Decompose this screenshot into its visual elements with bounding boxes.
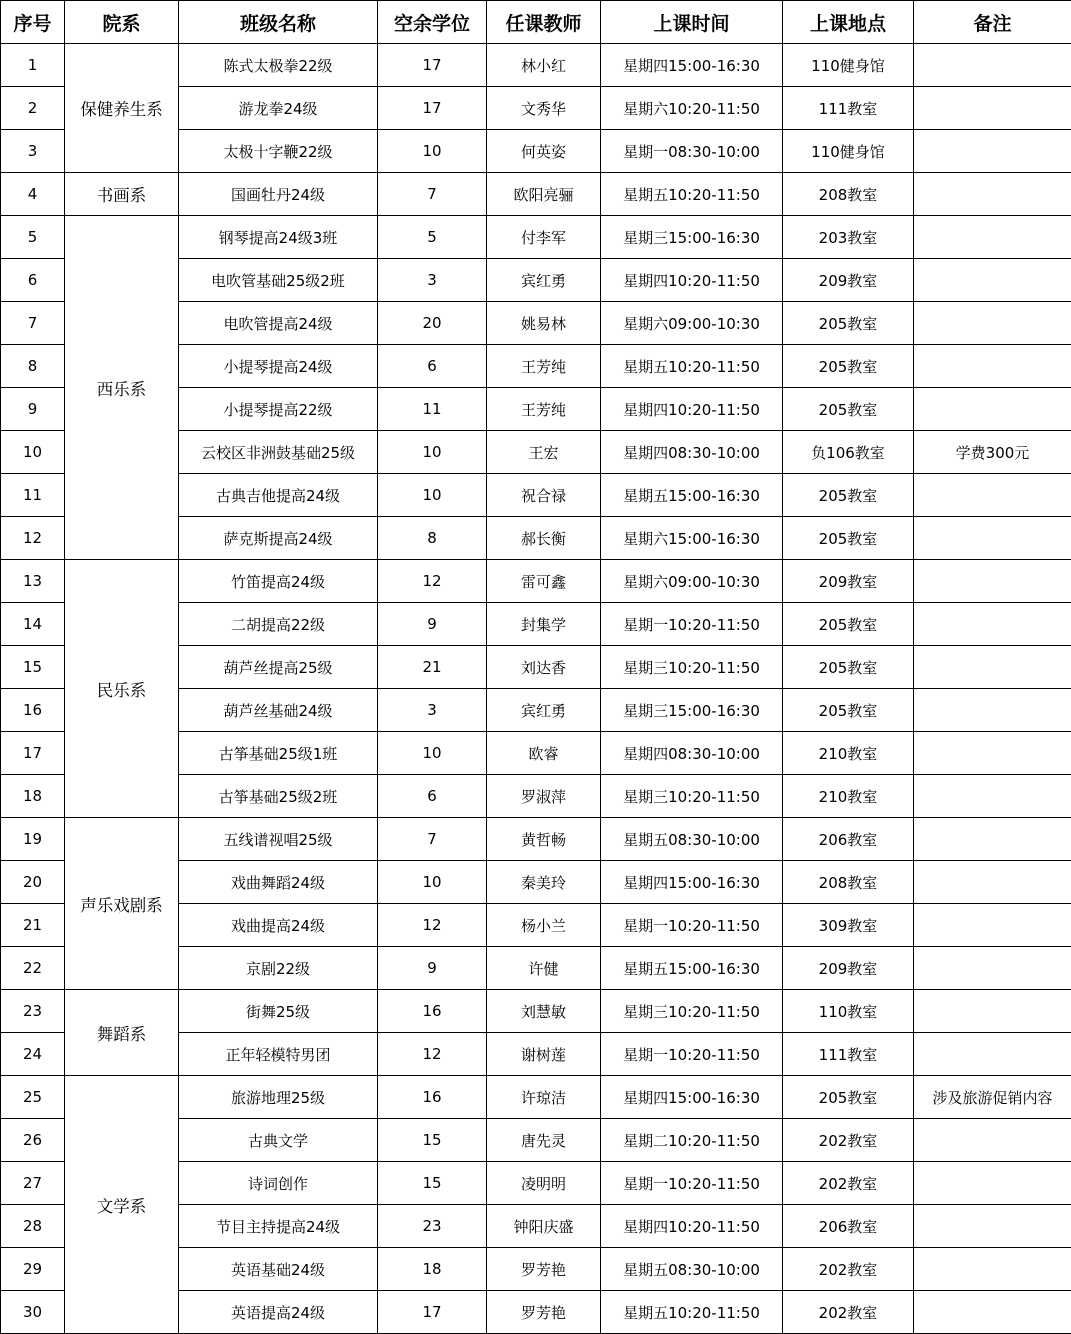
remarks-cell — [914, 689, 1071, 732]
department-cell: 书画系 — [65, 173, 179, 216]
class-name-cell: 游龙拳24级 — [179, 87, 378, 130]
location-cell: 111教室 — [783, 87, 914, 130]
class-name-cell: 英语提高24级 — [179, 1291, 378, 1334]
location-cell: 202教室 — [783, 1162, 914, 1205]
teacher-cell: 刘慧敏 — [487, 990, 601, 1033]
remarks-cell — [914, 216, 1071, 259]
location-cell: 202教室 — [783, 1119, 914, 1162]
class-time-cell: 星期六09:00-10:30 — [601, 560, 783, 603]
vacant-seats-cell: 9 — [378, 603, 487, 646]
serial-cell: 18 — [1, 775, 65, 818]
class-time-cell: 星期一10:20-11:50 — [601, 904, 783, 947]
class-time-cell: 星期四08:30-10:00 — [601, 431, 783, 474]
header-remarks: 备注 — [914, 1, 1071, 44]
class-name-cell: 古筝基础25级1班 — [179, 732, 378, 775]
remarks-cell — [914, 904, 1071, 947]
vacant-seats-cell: 15 — [378, 1119, 487, 1162]
teacher-cell: 何英姿 — [487, 130, 601, 173]
table-body — [1, 44, 1071, 1334]
header-department: 院系 — [65, 1, 179, 44]
remarks-cell — [914, 474, 1071, 517]
vacant-seats-cell: 16 — [378, 1076, 487, 1119]
class-time-cell: 星期四08:30-10:00 — [601, 732, 783, 775]
teacher-cell: 封集学 — [487, 603, 601, 646]
teacher-cell: 文秀华 — [487, 87, 601, 130]
remarks-cell — [914, 1291, 1071, 1334]
vacant-seats-cell: 6 — [378, 345, 487, 388]
vacant-seats-cell: 10 — [378, 861, 487, 904]
class-name-cell: 戏曲舞蹈24级 — [179, 861, 378, 904]
serial-cell: 8 — [1, 345, 65, 388]
class-name-cell: 萨克斯提高24级 — [179, 517, 378, 560]
serial-cell: 27 — [1, 1162, 65, 1205]
department-cell: 西乐系 — [65, 216, 179, 560]
class-time-cell: 星期四15:00-16:30 — [601, 1076, 783, 1119]
vacant-seats-cell: 18 — [378, 1248, 487, 1291]
teacher-cell: 谢树莲 — [487, 1033, 601, 1076]
class-time-cell: 星期五15:00-16:30 — [601, 947, 783, 990]
serial-cell: 15 — [1, 646, 65, 689]
vacant-seats-cell: 12 — [378, 904, 487, 947]
vacant-seats-cell: 3 — [378, 259, 487, 302]
table-row — [1, 44, 1071, 87]
location-cell: 209教室 — [783, 560, 914, 603]
class-name-cell: 京剧22级 — [179, 947, 378, 990]
remarks-cell — [914, 861, 1071, 904]
class-name-cell: 街舞25级 — [179, 990, 378, 1033]
remarks-cell — [914, 1205, 1071, 1248]
location-cell: 205教室 — [783, 1076, 914, 1119]
class-time-cell: 星期五08:30-10:00 — [601, 818, 783, 861]
remarks-cell — [914, 947, 1071, 990]
header-row — [1, 1, 1071, 44]
location-cell: 210教室 — [783, 775, 914, 818]
teacher-cell: 许健 — [487, 947, 601, 990]
serial-cell: 12 — [1, 517, 65, 560]
vacant-seats-cell: 6 — [378, 775, 487, 818]
teacher-cell: 郝长衡 — [487, 517, 601, 560]
table-row — [1, 1076, 1071, 1119]
vacant-seats-cell: 10 — [378, 431, 487, 474]
class-name-cell: 太极十字鞭22级 — [179, 130, 378, 173]
serial-cell: 7 — [1, 302, 65, 345]
remarks-cell — [914, 259, 1071, 302]
location-cell: 208教室 — [783, 861, 914, 904]
class-name-cell: 英语基础24级 — [179, 1248, 378, 1291]
remarks-cell — [914, 517, 1071, 560]
vacant-seats-cell: 16 — [378, 990, 487, 1033]
teacher-cell: 罗淑萍 — [487, 775, 601, 818]
location-cell: 309教室 — [783, 904, 914, 947]
department-cell: 声乐戏剧系 — [65, 818, 179, 990]
class-time-cell: 星期一08:30-10:00 — [601, 130, 783, 173]
vacant-seats-cell: 11 — [378, 388, 487, 431]
remarks-cell — [914, 646, 1071, 689]
class-name-cell: 古典文学 — [179, 1119, 378, 1162]
header-serial: 序号 — [1, 1, 65, 44]
remarks-cell: 涉及旅游促销内容 — [914, 1076, 1071, 1119]
remarks-cell — [914, 87, 1071, 130]
vacant-seats-cell: 7 — [378, 173, 487, 216]
class-name-cell: 葫芦丝提高25级 — [179, 646, 378, 689]
class-name-cell: 小提琴提高22级 — [179, 388, 378, 431]
class-time-cell: 星期一10:20-11:50 — [601, 1033, 783, 1076]
location-cell: 210教室 — [783, 732, 914, 775]
class-name-cell: 国画牡丹24级 — [179, 173, 378, 216]
serial-cell: 14 — [1, 603, 65, 646]
vacant-seats-cell: 17 — [378, 87, 487, 130]
class-name-cell: 陈式太极拳22级 — [179, 44, 378, 87]
teacher-cell: 王芳纯 — [487, 345, 601, 388]
vacant-seats-cell: 3 — [378, 689, 487, 732]
department-cell: 保健养生系 — [65, 44, 179, 173]
serial-cell: 22 — [1, 947, 65, 990]
remarks-cell — [914, 44, 1071, 87]
header-class-time: 上课时间 — [601, 1, 783, 44]
class-name-cell: 古典吉他提高24级 — [179, 474, 378, 517]
class-time-cell: 星期三10:20-11:50 — [601, 990, 783, 1033]
vacant-seats-cell: 12 — [378, 1033, 487, 1076]
remarks-cell — [914, 818, 1071, 861]
class-time-cell: 星期六09:00-10:30 — [601, 302, 783, 345]
location-cell: 209教室 — [783, 947, 914, 990]
table-row — [1, 173, 1071, 216]
table-row — [1, 560, 1071, 603]
remarks-cell — [914, 388, 1071, 431]
class-time-cell: 星期一10:20-11:50 — [601, 603, 783, 646]
teacher-cell: 许琼洁 — [487, 1076, 601, 1119]
serial-cell: 2 — [1, 87, 65, 130]
teacher-cell: 王芳纯 — [487, 388, 601, 431]
location-cell: 110健身馆 — [783, 130, 914, 173]
teacher-cell: 王宏 — [487, 431, 601, 474]
remarks-cell — [914, 560, 1071, 603]
class-time-cell: 星期三10:20-11:50 — [601, 775, 783, 818]
teacher-cell: 付李军 — [487, 216, 601, 259]
serial-cell: 1 — [1, 44, 65, 87]
location-cell: 205教室 — [783, 302, 914, 345]
teacher-cell: 姚易林 — [487, 302, 601, 345]
class-name-cell: 五线谱视唱25级 — [179, 818, 378, 861]
header-class-name: 班级名称 — [179, 1, 378, 44]
class-name-cell: 节目主持提高24级 — [179, 1205, 378, 1248]
teacher-cell: 罗芳艳 — [487, 1248, 601, 1291]
class-name-cell: 钢琴提高24级3班 — [179, 216, 378, 259]
serial-cell: 28 — [1, 1205, 65, 1248]
class-name-cell: 古筝基础25级2班 — [179, 775, 378, 818]
teacher-cell: 刘达香 — [487, 646, 601, 689]
vacant-seats-cell: 23 — [378, 1205, 487, 1248]
location-cell: 209教室 — [783, 259, 914, 302]
class-name-cell: 诗词创作 — [179, 1162, 378, 1205]
location-cell: 110教室 — [783, 990, 914, 1033]
table-row — [1, 818, 1071, 861]
location-cell: 205教室 — [783, 345, 914, 388]
class-time-cell: 星期三10:20-11:50 — [601, 646, 783, 689]
serial-cell: 25 — [1, 1076, 65, 1119]
vacant-seats-cell: 7 — [378, 818, 487, 861]
class-time-cell: 星期一10:20-11:50 — [601, 1162, 783, 1205]
remarks-cell — [914, 130, 1071, 173]
teacher-cell: 杨小兰 — [487, 904, 601, 947]
remarks-cell — [914, 732, 1071, 775]
class-time-cell: 星期五10:20-11:50 — [601, 345, 783, 388]
class-name-cell: 电吹管提高24级 — [179, 302, 378, 345]
serial-cell: 21 — [1, 904, 65, 947]
header-vacant-seats: 空余学位 — [378, 1, 487, 44]
class-name-cell: 二胡提高22级 — [179, 603, 378, 646]
serial-cell: 29 — [1, 1248, 65, 1291]
table-row — [1, 990, 1071, 1033]
class-name-cell: 云校区非洲鼓基础25级 — [179, 431, 378, 474]
remarks-cell — [914, 345, 1071, 388]
location-cell: 206教室 — [783, 818, 914, 861]
vacant-seats-cell: 17 — [378, 1291, 487, 1334]
remarks-cell — [914, 302, 1071, 345]
teacher-cell: 宾红勇 — [487, 689, 601, 732]
department-cell: 舞蹈系 — [65, 990, 179, 1076]
serial-cell: 10 — [1, 431, 65, 474]
serial-cell: 16 — [1, 689, 65, 732]
teacher-cell: 欧阳亮骊 — [487, 173, 601, 216]
teacher-cell: 黄哲畅 — [487, 818, 601, 861]
location-cell: 负106教室 — [783, 431, 914, 474]
remarks-cell — [914, 990, 1071, 1033]
class-time-cell: 星期五08:30-10:00 — [601, 1248, 783, 1291]
serial-cell: 13 — [1, 560, 65, 603]
header-location: 上课地点 — [783, 1, 914, 44]
remarks-cell — [914, 173, 1071, 216]
vacant-seats-cell: 9 — [378, 947, 487, 990]
class-time-cell: 星期二10:20-11:50 — [601, 1119, 783, 1162]
location-cell: 205教室 — [783, 388, 914, 431]
serial-cell: 3 — [1, 130, 65, 173]
remarks-cell: 学费300元 — [914, 431, 1071, 474]
remarks-cell — [914, 1033, 1071, 1076]
class-time-cell: 星期五10:20-11:50 — [601, 173, 783, 216]
serial-cell: 4 — [1, 173, 65, 216]
class-name-cell: 葫芦丝基础24级 — [179, 689, 378, 732]
serial-cell: 5 — [1, 216, 65, 259]
teacher-cell: 雷可鑫 — [487, 560, 601, 603]
teacher-cell: 秦美玲 — [487, 861, 601, 904]
header-teacher: 任课教师 — [487, 1, 601, 44]
remarks-cell — [914, 1119, 1071, 1162]
serial-cell: 17 — [1, 732, 65, 775]
vacant-seats-cell: 17 — [378, 44, 487, 87]
location-cell: 205教室 — [783, 474, 914, 517]
class-time-cell: 星期四15:00-16:30 — [601, 44, 783, 87]
class-name-cell: 旅游地理25级 — [179, 1076, 378, 1119]
class-time-cell: 星期五15:00-16:30 — [601, 474, 783, 517]
vacant-seats-cell: 20 — [378, 302, 487, 345]
remarks-cell — [914, 1248, 1071, 1291]
class-time-cell: 星期四10:20-11:50 — [601, 259, 783, 302]
teacher-cell: 唐先灵 — [487, 1119, 601, 1162]
serial-cell: 20 — [1, 861, 65, 904]
vacant-seats-cell: 5 — [378, 216, 487, 259]
remarks-cell — [914, 1162, 1071, 1205]
teacher-cell: 宾红勇 — [487, 259, 601, 302]
location-cell: 206教室 — [783, 1205, 914, 1248]
class-name-cell: 正年轻模特男团 — [179, 1033, 378, 1076]
serial-cell: 19 — [1, 818, 65, 861]
serial-cell: 26 — [1, 1119, 65, 1162]
location-cell: 203教室 — [783, 216, 914, 259]
serial-cell: 9 — [1, 388, 65, 431]
location-cell: 110健身馆 — [783, 44, 914, 87]
location-cell: 205教室 — [783, 603, 914, 646]
teacher-cell: 林小红 — [487, 44, 601, 87]
location-cell: 208教室 — [783, 173, 914, 216]
teacher-cell: 钟阳庆盛 — [487, 1205, 601, 1248]
department-cell: 文学系 — [65, 1076, 179, 1334]
location-cell: 111教室 — [783, 1033, 914, 1076]
teacher-cell: 祝合禄 — [487, 474, 601, 517]
teacher-cell: 凌明明 — [487, 1162, 601, 1205]
vacant-seats-cell: 12 — [378, 560, 487, 603]
class-time-cell: 星期五10:20-11:50 — [601, 1291, 783, 1334]
vacant-seats-cell: 15 — [378, 1162, 487, 1205]
class-time-cell: 星期三15:00-16:30 — [601, 216, 783, 259]
remarks-cell — [914, 603, 1071, 646]
teacher-cell: 罗芳艳 — [487, 1291, 601, 1334]
serial-cell: 23 — [1, 990, 65, 1033]
remarks-cell — [914, 775, 1071, 818]
vacant-seats-cell: 10 — [378, 474, 487, 517]
class-time-cell: 星期三15:00-16:30 — [601, 689, 783, 732]
serial-cell: 30 — [1, 1291, 65, 1334]
location-cell: 205教室 — [783, 689, 914, 732]
location-cell: 205教室 — [783, 517, 914, 560]
vacant-seats-cell: 10 — [378, 732, 487, 775]
class-time-cell: 星期四10:20-11:50 — [601, 388, 783, 431]
department-cell: 民乐系 — [65, 560, 179, 818]
serial-cell: 11 — [1, 474, 65, 517]
class-time-cell: 星期四15:00-16:30 — [601, 861, 783, 904]
vacant-seats-cell: 21 — [378, 646, 487, 689]
table-row — [1, 216, 1071, 259]
vacant-seats-cell: 8 — [378, 517, 487, 560]
class-time-cell: 星期六10:20-11:50 — [601, 87, 783, 130]
class-name-cell: 戏曲提高24级 — [179, 904, 378, 947]
location-cell: 202教室 — [783, 1248, 914, 1291]
vacant-seats-cell: 10 — [378, 130, 487, 173]
class-name-cell: 电吹管基础25级2班 — [179, 259, 378, 302]
class-name-cell: 小提琴提高24级 — [179, 345, 378, 388]
location-cell: 205教室 — [783, 646, 914, 689]
serial-cell: 24 — [1, 1033, 65, 1076]
teacher-cell: 欧睿 — [487, 732, 601, 775]
serial-cell: 6 — [1, 259, 65, 302]
class-name-cell: 竹笛提高24级 — [179, 560, 378, 603]
class-time-cell: 星期四10:20-11:50 — [601, 1205, 783, 1248]
class-time-cell: 星期六15:00-16:30 — [601, 517, 783, 560]
location-cell: 202教室 — [783, 1291, 914, 1334]
